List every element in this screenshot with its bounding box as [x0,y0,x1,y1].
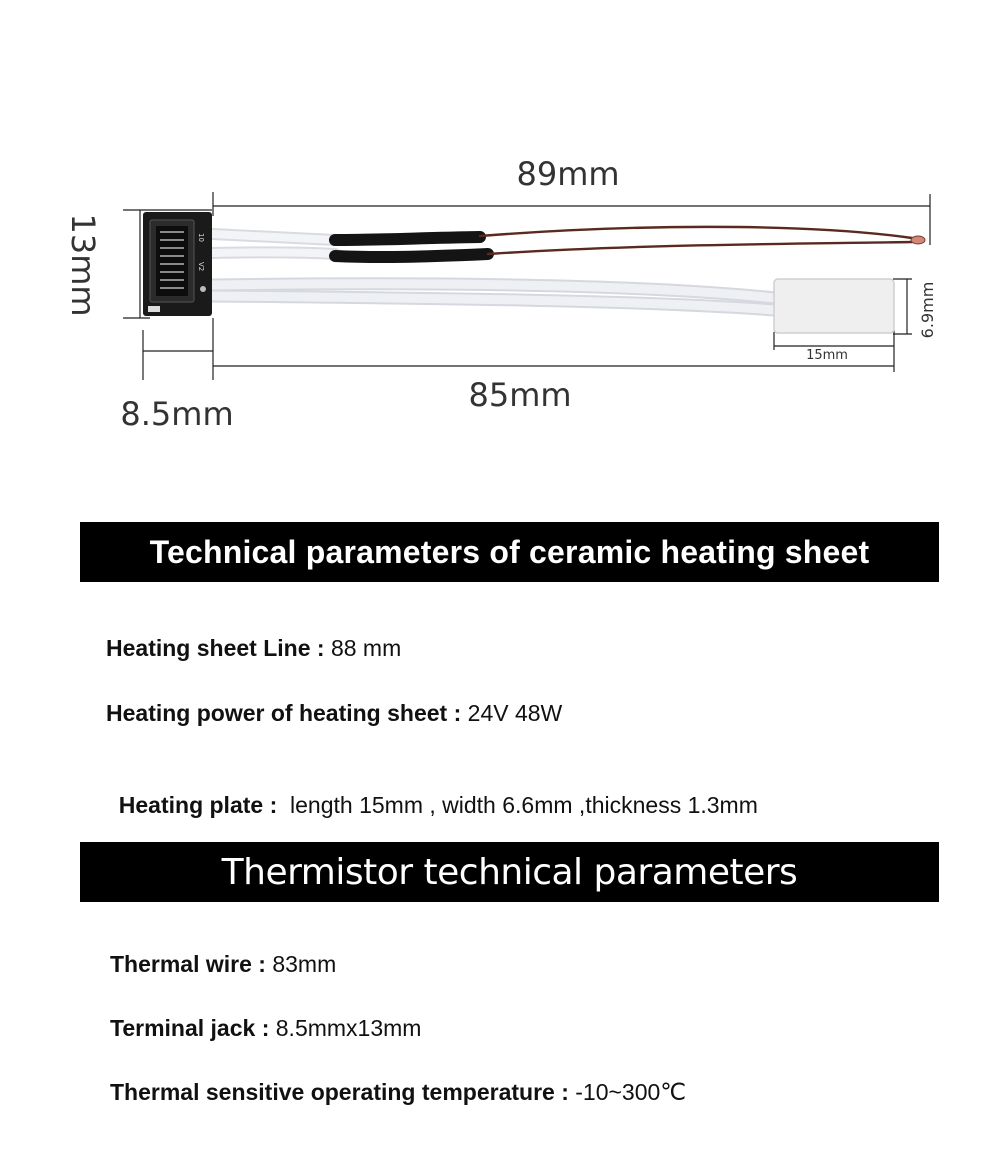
spec-thermal-wire [110,951,336,978]
spec-value: 88 mm [330,635,402,661]
spec-heating-plate [106,765,758,819]
plate-width-label: 6.9mm [918,281,937,339]
ceramic-heating-plate [774,279,894,333]
spec-value: -10~300℃ [575,1079,687,1105]
total-length-label: 89mm [516,155,620,193]
height-label: 13mm [64,213,102,317]
product-dimension-diagram [0,0,1000,460]
terminal-connector [143,212,212,316]
board-mark-top: 10 [197,233,205,242]
spec-value: 83mm [272,951,337,977]
spec-label: Heating sheet Line : [106,635,331,661]
thermistor-bead [911,236,925,244]
spec-label: Terminal jack : [110,1015,276,1041]
plate-length-label: 15mm [806,348,848,363]
spec-heating-power [106,700,562,727]
spec-heating-sheet-line [106,635,401,662]
spec-value: length 15mm , width 6.6mm ,thickness 1.3mm [290,792,758,818]
spec-label: Heating plate : [118,792,291,818]
spec-value: 24V 48W [467,700,563,726]
heat-shrink-tubes [335,237,488,257]
ceramic-sheet-section-title: Technical parameters of ceramic heating sheet [80,522,939,582]
thermistor-wires [480,227,912,254]
spec-label: Thermal wire : [110,951,273,977]
board-mark-mid: V2 [197,262,205,272]
spec-label: Thermal sensitive operating temperature : [110,1079,576,1105]
spec-terminal-jack [110,1015,421,1042]
thermistor-section-title: Thermistor technical parameters [80,842,939,902]
spec-operating-temperature [110,1079,686,1106]
spec-label: Heating power of heating sheet : [106,700,468,726]
connector-width-label: 8.5mm [120,395,234,433]
wire-length-label: 85mm [468,376,572,414]
spec-value: 8.5mmx13mm [275,1015,422,1041]
